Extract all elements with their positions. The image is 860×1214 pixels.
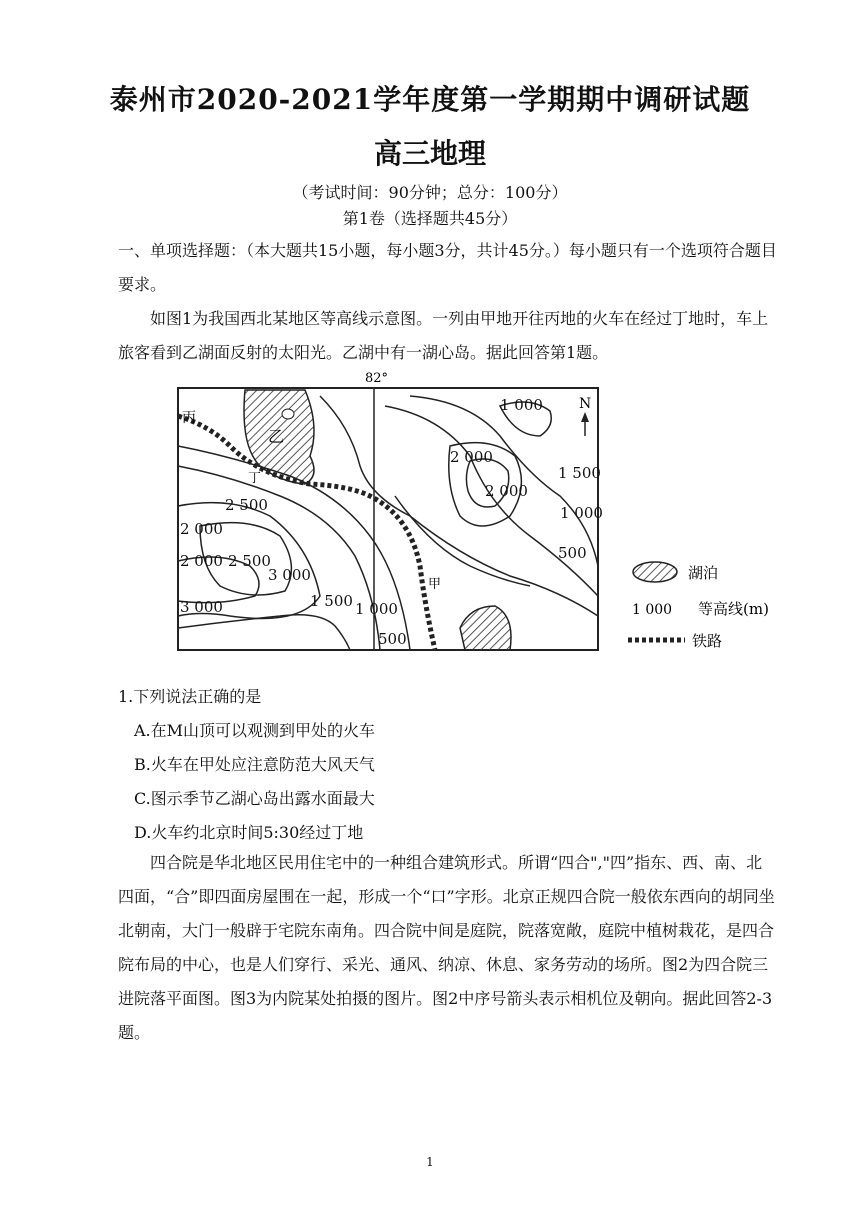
- contour-label: 2 000: [180, 520, 223, 538]
- passage-1: 如图1为我国西北某地区等高线示意图。一列由甲地开往丙地的火车在经过丁地时，车上旅客看到乙湖面反射的太阳光。乙湖中有一湖心岛。据此回答第1题。: [118, 309, 769, 362]
- contour-label: 3 000: [268, 566, 311, 584]
- contour-label: 500: [378, 630, 407, 648]
- place-ding: 丁: [248, 471, 262, 486]
- contour-label: 3 000: [180, 598, 223, 616]
- contour-label: 2 000: [450, 448, 493, 466]
- island: [282, 409, 294, 419]
- exam-info: （考试时间：90分钟；总分：100分）: [292, 183, 568, 202]
- longitude-label: 82°: [365, 371, 389, 386]
- page-number: 1: [426, 1155, 434, 1169]
- passage-2: 四合院是华北地区民用住宅中的一种组合建筑形式。所谓“四合","四”指东、西、南、北四面，“合”即四面房屋围在一起，形成一个“口”字形。北京正规四合院一般依东西向的胡同坐北朝南，大门一般辟于宅院东南角。四合院中间是庭院，院落宽敞，庭院中植树栽花，是四合院布局的中心，也是人们穿行、采光、通风、纳凉、休息、家务劳动的场所。图2为四合院三进院落平面图。图3为内院某处拍摄的图片。图2中序号箭头表示相机位及朝向。据此回答2-3题。: [118, 853, 775, 1042]
- contour-map: [170, 366, 800, 656]
- place-jia: 甲: [428, 577, 442, 592]
- option-c: C.图示季节乙湖心岛出露水面最大: [134, 789, 375, 808]
- contour-label: 2 500: [225, 496, 268, 514]
- contour-label: 2 000: [180, 552, 223, 570]
- legend-lake-icon: [633, 562, 677, 582]
- contour-label: 1 000: [355, 600, 398, 618]
- legend-railway: 铁路: [692, 632, 723, 650]
- contour-label: 1 000: [500, 396, 543, 414]
- contour-label: 2 000: [485, 482, 528, 500]
- place-yi: 乙: [268, 427, 285, 446]
- option-a: A.在M山顶可以观测到甲处的火车: [134, 721, 376, 740]
- legend-lake: 湖泊: [688, 564, 719, 582]
- option-d: D.火车约北京时间5:30经过丁地: [134, 823, 364, 842]
- section-intro: 一、单项选择题：（本大题共15小题，每小题3分，共计45分。）每小题只有一个选项符合题目要求。: [118, 241, 777, 294]
- legend-contour-sample: 1 000: [632, 602, 673, 618]
- exam-title: 泰州市2020-2021学年度第一学期期中调研试题: [109, 83, 751, 116]
- legend-contour: 等高线(m): [698, 600, 769, 618]
- volume-heading: 第1卷（选择题共45分）: [342, 209, 518, 228]
- contour-label: 1 500: [558, 464, 601, 482]
- question-1-stem: 1.下列说法正确的是: [118, 687, 262, 706]
- place-bing: 丙: [182, 410, 196, 426]
- contour-label: 1 500: [310, 592, 353, 610]
- contour-label: 2 500: [228, 552, 271, 570]
- option-b: B.火车在甲处应注意防范大风天气: [134, 755, 375, 774]
- north-label: N: [579, 396, 592, 412]
- exam-subject: 高三地理: [373, 137, 486, 170]
- contour-label: 1 000: [560, 504, 603, 522]
- contour-label: 500: [558, 544, 587, 562]
